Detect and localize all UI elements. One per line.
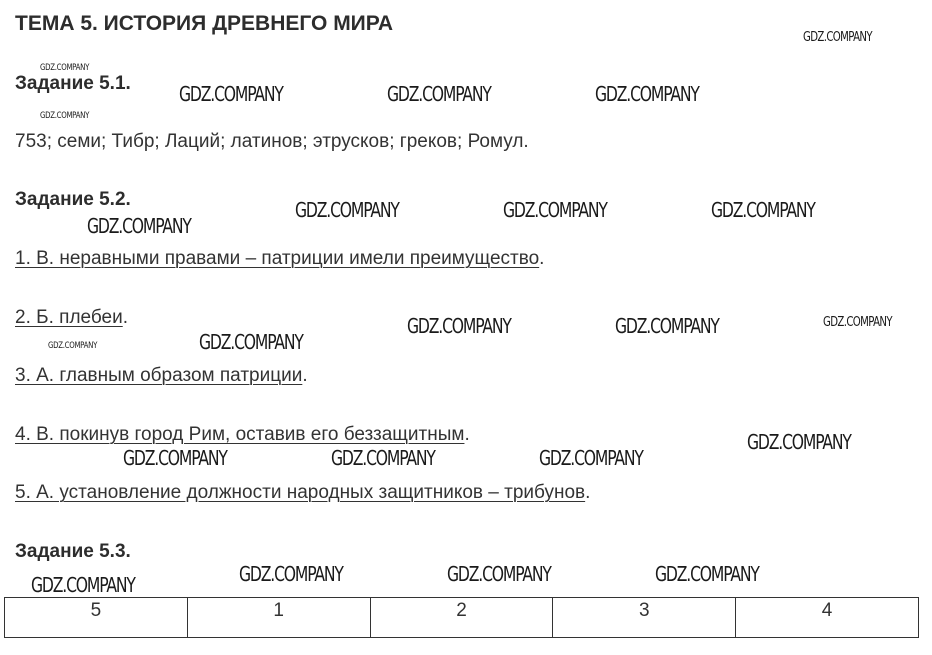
watermark: GDZ.COMPANY bbox=[407, 314, 511, 338]
watermark: GDZ.COMPANY bbox=[295, 198, 399, 222]
watermark: GDZ.COMPANY bbox=[595, 82, 699, 106]
watermark: GDZ.COMPANY bbox=[239, 562, 343, 586]
watermark: GDZ.COMPANY bbox=[655, 562, 759, 586]
watermark: GDZ.COMPANY bbox=[539, 446, 643, 470]
answer-5-end: . bbox=[585, 482, 591, 503]
table-cell: 4 bbox=[736, 598, 919, 638]
watermark: GDZ.COMPANY bbox=[40, 63, 90, 73]
watermark: GDZ.COMPANY bbox=[48, 341, 98, 351]
table-cell: 5 bbox=[5, 598, 188, 638]
answer-2 bbox=[15, 307, 128, 329]
watermark: GDZ.COMPANY bbox=[199, 330, 303, 354]
watermark: GDZ.COMPANY bbox=[747, 430, 851, 454]
watermark: GDZ.COMPANY bbox=[387, 82, 491, 106]
watermark: GDZ.COMPANY bbox=[503, 198, 607, 222]
watermark: GDZ.COMPANY bbox=[40, 111, 90, 121]
watermark: GDZ.COMPANY bbox=[803, 30, 872, 45]
answer-1-end: . bbox=[539, 248, 545, 269]
table-row bbox=[5, 598, 919, 638]
watermark: GDZ.COMPANY bbox=[447, 562, 551, 586]
watermark: GDZ.COMPANY bbox=[711, 198, 815, 222]
task-5-1-answer: 753; семи; Тибр; Лаций; латинов; этрусков; греков; Ромул. bbox=[15, 131, 529, 152]
answer-4-text: 4. В. покинув город Рим, оставив его беззащитным bbox=[15, 424, 465, 445]
answer-4 bbox=[15, 424, 470, 446]
answer-table bbox=[4, 597, 919, 638]
task-5-2-heading: Задание 5.2. bbox=[15, 189, 131, 210]
watermark: GDZ.COMPANY bbox=[31, 573, 135, 597]
table-cell: 1 bbox=[187, 598, 370, 638]
task-5-1-heading: Задание 5.1. bbox=[15, 73, 131, 94]
answer-3 bbox=[15, 365, 308, 387]
page-title: ТЕМА 5. ИСТОРИЯ ДРЕВНЕГО МИРА bbox=[15, 12, 394, 35]
watermark: GDZ.COMPANY bbox=[823, 315, 892, 330]
answer-3-text: 3. А. главным образом патриции bbox=[15, 365, 303, 386]
answer-3-end: . bbox=[302, 365, 308, 386]
watermark: GDZ.COMPANY bbox=[331, 446, 435, 470]
answer-5 bbox=[15, 482, 590, 504]
task-5-3-heading: Задание 5.3. bbox=[15, 541, 131, 562]
watermark: GDZ.COMPANY bbox=[87, 214, 191, 238]
watermark: GDZ.COMPANY bbox=[615, 314, 719, 338]
answer-5-text: 5. А. установление должности народных защитников – трибунов bbox=[15, 482, 586, 503]
watermark: GDZ.COMPANY bbox=[179, 82, 283, 106]
answer-1-text: 1. В. неравными правами – патриции имели преимущество bbox=[15, 248, 540, 269]
watermark: GDZ.COMPANY bbox=[123, 446, 227, 470]
answer-2-end: . bbox=[122, 307, 129, 328]
table-cell: 3 bbox=[553, 598, 736, 638]
answer-4-end: . bbox=[464, 424, 470, 445]
answer-2-text: 2. Б. плебеи bbox=[15, 307, 123, 328]
table-cell: 2 bbox=[370, 598, 553, 638]
answer-1 bbox=[15, 248, 544, 270]
